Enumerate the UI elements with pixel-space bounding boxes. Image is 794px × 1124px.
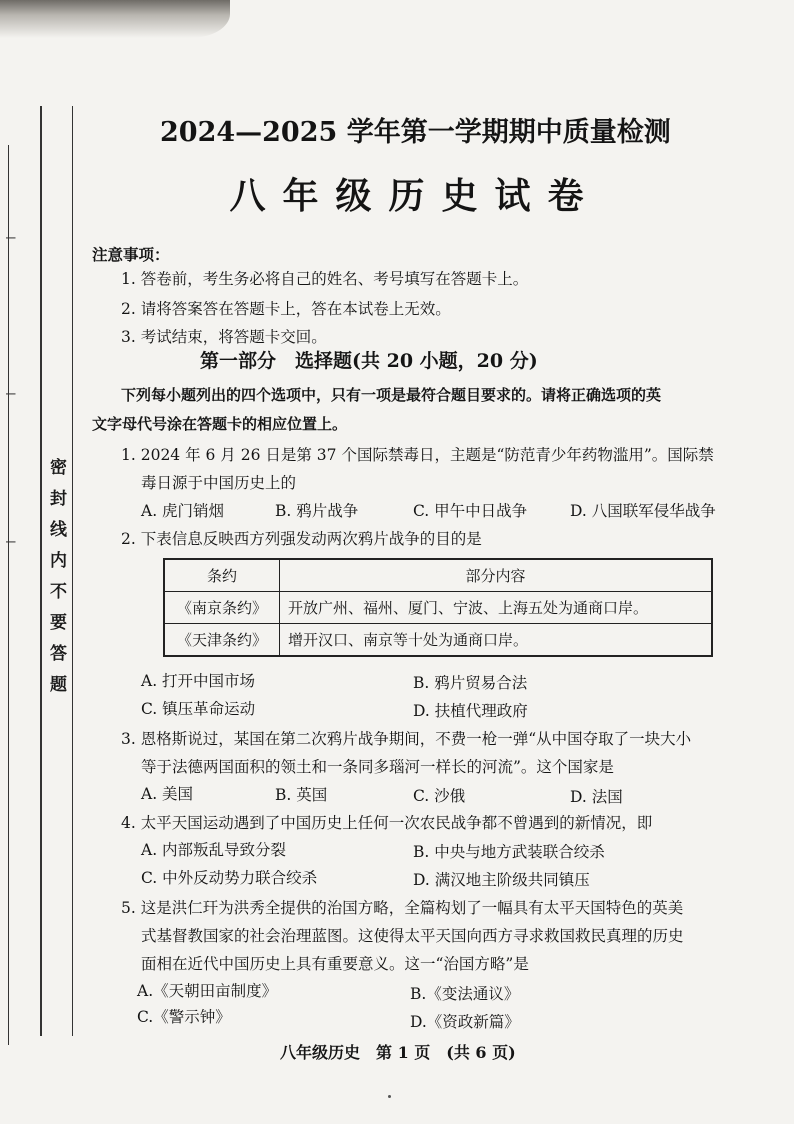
notice-heading: 注意事项：: [92, 245, 170, 264]
question-stem: 5. 这是洪仁玕为洪秀全提供的治国方略，全篇构划了一幅具有太平天国特色的英美: [121, 899, 684, 917]
option: C. 甲午中日战争: [413, 502, 528, 520]
question-stem: 面相在近代中国历史上具有重要意义。这一“治国方略”是: [141, 955, 529, 973]
table-header: 条约: [164, 559, 280, 592]
option: B. 中央与地方武装联合绞杀: [413, 843, 605, 861]
question-stem: 4. 太平天国运动遇到了中国历史上任何一次农民战争都不曾遇到的新情况，即: [121, 814, 653, 832]
binding-line-outer: [40, 106, 42, 1036]
option: B.《变法通议》: [410, 985, 520, 1003]
section-instruction: 文字母代号涂在答题卡的相应位置上。: [92, 415, 348, 433]
notice-item: 3. 考试结束，将答题卡交回。: [121, 328, 327, 346]
question-stem: 式基督教国家的社会治理蓝图。这使得太平天国向西方寻求救国救民真理的历史: [141, 927, 684, 945]
option: C. 中外反动势力联合绞杀: [141, 869, 318, 887]
question-stem: 等于法德两国面积的领土和一条同多瑙河一样长的河流”。这个国家是: [141, 758, 614, 776]
binding-line-left: [8, 145, 9, 1045]
table-cell: 开放广州、福州、厦门、宁波、上海五处为通商口岸。: [280, 592, 713, 624]
option: D. 扶植代理政府: [413, 702, 528, 720]
notice-item: 2. 请将答案答在答题卡上，答在本试卷上无效。: [121, 300, 451, 318]
option: A. 美国: [141, 785, 194, 803]
seal-line-notice: 密封线内不要答题: [46, 458, 66, 706]
margin-mark: ǀ: [2, 236, 17, 240]
binding-line-inner: [72, 106, 73, 1036]
page-footer: 八年级历史 第 1 页 (共 6 页): [280, 1043, 516, 1062]
margin-mark: ǀ: [2, 540, 17, 544]
table-cell: 《天津条约》: [164, 624, 280, 657]
table-row: [164, 624, 712, 657]
option: D. 八国联军侵华战争: [570, 502, 716, 520]
notice-item: 1. 答卷前，考生务必将自己的姓名、考号填写在答题卡上。: [121, 270, 529, 288]
table-header-row: [164, 559, 712, 592]
option: B. 鸦片战争: [275, 502, 359, 520]
option: A. 打开中国市场: [141, 672, 256, 690]
exam-subtitle: 八年级历史试卷: [229, 175, 601, 217]
option: C.《警示钟》: [137, 1008, 231, 1026]
option: A. 虎门销烟: [141, 502, 225, 520]
option: D.《资政新篇》: [410, 1013, 520, 1031]
option: C. 沙俄: [413, 787, 466, 805]
question-stem: 2. 下表信息反映西方列强发动两次鸦片战争的目的是: [121, 530, 482, 548]
table-row: [164, 592, 712, 624]
option: B. 鸦片贸易合法: [413, 674, 528, 692]
question-stem: 1. 2024 年 6 月 26 日是第 37 个国际禁毒日，主题是“防范青少年药物滥用”。国际禁: [121, 446, 714, 464]
scan-shadow: [0, 0, 230, 38]
question-stem: 3. 恩格斯说过，某国在第二次鸦片战争期间，不费一枪一弹“从中国夺取了一块大小: [121, 730, 692, 748]
question-stem: 毒日源于中国历史上的: [141, 474, 297, 492]
table-cell: 《南京条约》: [164, 592, 280, 624]
section-title: 第一部分 选择题(共 20 小题，20 分): [200, 350, 538, 372]
table-cell: 增开汉口、南京等十处为通商口岸。: [280, 624, 713, 657]
option: A. 内部叛乱导致分裂: [141, 841, 287, 859]
scan-speck: [388, 1095, 391, 1098]
table-header: 部分内容: [280, 559, 713, 592]
margin-mark: ǀ: [2, 392, 17, 396]
exam-title: 2024—2025 学年第一学期期中质量检测: [160, 117, 671, 148]
option: D. 满汉地主阶级共同镇压: [413, 871, 590, 889]
option: B. 英国: [275, 786, 328, 804]
option: C. 镇压革命运动: [141, 700, 256, 718]
section-instruction: 下列每小题列出的四个选项中，只有一项是最符合题目要求的。请将正确选项的英: [121, 386, 662, 404]
option: D. 法国: [570, 788, 623, 806]
option: A.《天朝田亩制度》: [137, 982, 278, 1000]
treaty-table: [163, 558, 713, 657]
